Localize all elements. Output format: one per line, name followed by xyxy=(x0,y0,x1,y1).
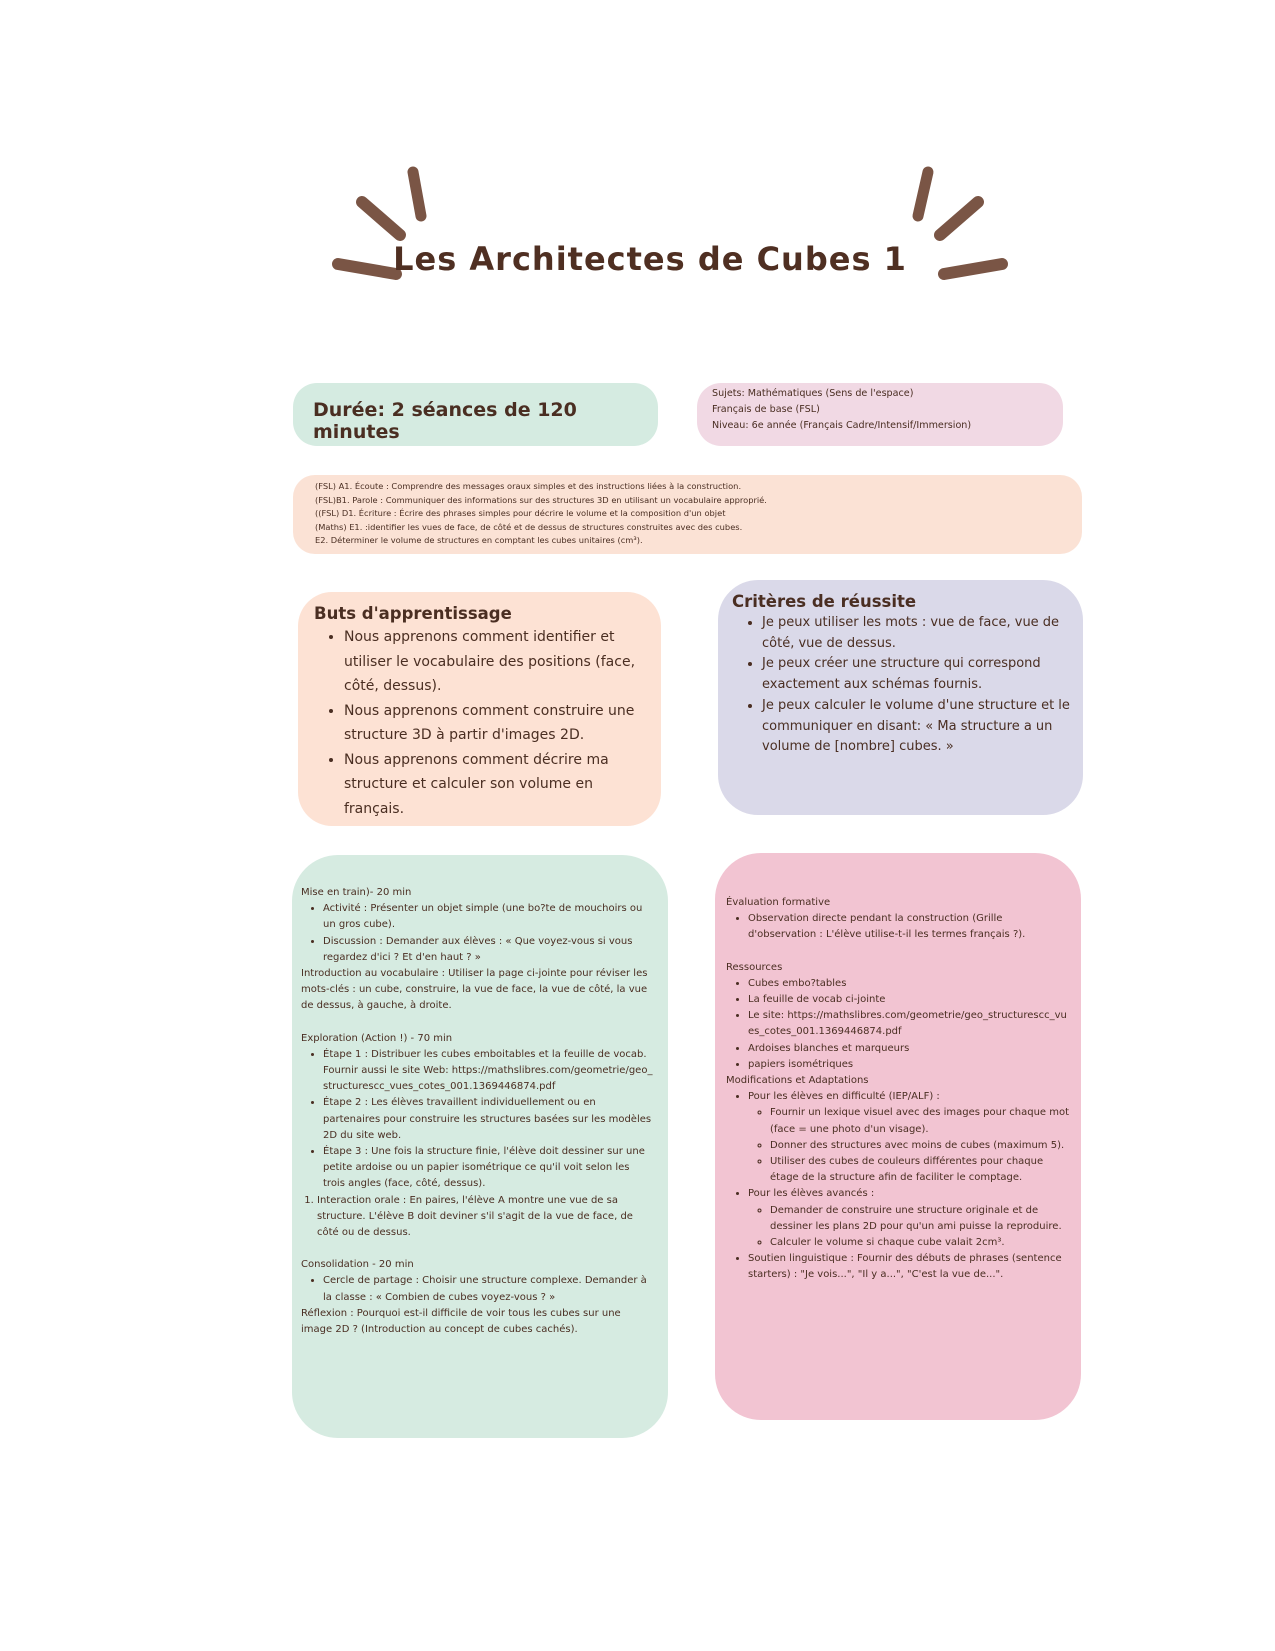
list-item: • Nous apprenons comment identifier et utiliser le vocabulaire des positions (face, côté, dessus). xyxy=(344,625,661,699)
section-heading-exploration: Exploration (Action !) - 70 min xyxy=(301,1032,453,1044)
list-item: • Étape 3 : Une fois la structure finie, l'élève doit dessiner sur une petite ardoise ou un papier isométrique ce qu'il voit selon les trois angles (face, côté, dessus). xyxy=(323,1144,654,1193)
mise-en-train-list xyxy=(301,901,654,966)
exploration-list xyxy=(301,1047,654,1193)
expectation-line: (FSL) A1. Écoute : Comprendre des messages oraux simples et des instructions liées à la construction. xyxy=(315,481,742,491)
subject-line: Français de base (FSL) xyxy=(712,404,820,415)
list-item: • Je peux utiliser les mots : vue de face, vue de côté, vue de dessus. xyxy=(762,613,1083,654)
advanced-label: Pour les élèves avancés : xyxy=(748,1188,875,1200)
assessment-resources-card xyxy=(715,853,1081,1420)
exploration-ordered-list xyxy=(301,1193,654,1242)
learning-goals-title: Buts d'apprentissage xyxy=(314,604,512,623)
section-heading-consolidation: Consolidation - 20 min xyxy=(301,1259,414,1271)
subject-line: Niveau: 6e année (Français Cadre/Intensif/Immersion) xyxy=(712,420,972,431)
difficulty-label: Pour les élèves en difficulté (IEP/ALF) : xyxy=(748,1091,940,1103)
list-item xyxy=(748,1186,1073,1251)
expectation-line: ((FSL) D1. Écriture : Écrire des phrases simples pour décrire le volume et la composition d'un objet xyxy=(315,508,726,519)
list-item: • Je peux créer une structure qui correspond exactement aux schémas fournis. xyxy=(762,654,1083,695)
success-criteria-list xyxy=(732,613,1083,758)
list-item xyxy=(748,1089,1073,1186)
list-item: • La feuille de vocab ci-jointe xyxy=(748,992,1073,1008)
lesson-sequence-card xyxy=(292,855,668,1438)
list-item: • Activité : Présenter un objet simple (une bo?te de mouchoirs ou un gros cube). xyxy=(323,901,654,933)
learning-goals-card xyxy=(298,592,661,826)
curriculum-expectations-card xyxy=(293,475,1082,554)
modifications-list xyxy=(726,1089,1073,1283)
duration-text: Durée: 2 séances de 120 minutes xyxy=(313,399,577,443)
list-item: • Cubes embo?tables xyxy=(748,976,1073,992)
learning-goals-list xyxy=(314,625,661,821)
advanced-sublist xyxy=(748,1203,1073,1252)
list-item: • Cercle de partage : Choisir une structure complexe. Demander à la classe : « Combien de cubes voyez-vous ? » xyxy=(323,1273,654,1305)
list-item: • Nous apprenons comment construire une structure 3D à partir d'images 2D. xyxy=(344,699,661,748)
section-heading-resources: Ressources xyxy=(726,961,783,973)
consolidation-list xyxy=(301,1273,654,1305)
duration-card xyxy=(293,383,658,446)
difficulty-sublist xyxy=(748,1105,1073,1186)
list-item: ◦ Donner des structures avec moins de cubes (maximum 5). xyxy=(770,1138,1073,1154)
section-heading-modifications: Modifications et Adaptations xyxy=(726,1075,869,1087)
list-item: • Ardoises blanches et marqueurs xyxy=(748,1041,1073,1057)
expectation-line: (FSL)B1. Parole : Communiquer des informations sur des structures 3D en utilisant un vocabulaire approprié. xyxy=(315,494,767,505)
list-item: ◦ Calculer le volume si chaque cube valait 2cm³. xyxy=(770,1235,1073,1251)
decorative-rays-icon xyxy=(0,0,1275,340)
evaluation-list xyxy=(726,911,1073,943)
list-item: • Observation directe pendant la construction (Grille d'observation : L'élève utilise-t-il les termes français ?). xyxy=(748,911,1073,943)
expectation-line: E2. Déterminer le volume de structures en comptant les cubes unitaires (cm³). xyxy=(315,535,643,546)
list-item: • Le site: https://mathslibres.com/geometrie/geo_structurescc_vues_cotes_001.1369446874.pdf xyxy=(748,1008,1073,1040)
list-item: ◦ Demander de construire une structure originale et de dessiner les plans 2D pour qu'un ami puisse la reproduire. xyxy=(770,1203,1073,1235)
list-item: • Je peux calculer le volume d'une structure et le communiquer en disant: « Ma structure a un volume de [nombre] cubes. » xyxy=(762,696,1083,758)
success-criteria-card xyxy=(718,580,1083,815)
success-criteria-title: Critères de réussite xyxy=(732,592,917,611)
vocabulary-intro: Introduction au vocabulaire : Utiliser la page ci-jointe pour réviser les mots-clés : un cube, construire, la vue de face, la vue de côté, la vue de dessus, à gauche, à droite. xyxy=(301,968,648,1012)
list-item: • Étape 1 : Distribuer les cubes emboitables et la feuille de vocab. Fournir aussi le site Web: https://mathslibres.com/geometrie/geo_structurescc_vues_cotes_001.1369446874.pdf xyxy=(323,1047,654,1096)
page-title: Les Architectes de Cubes 1 xyxy=(393,240,907,278)
list-item: ◦ Utiliser des cubes de couleurs différentes pour chaque étage de la structure afin de faciliter le comptage. xyxy=(770,1154,1073,1186)
list-item: • papiers isométriques xyxy=(748,1057,1073,1073)
list-item: ◦ Fournir un lexique visuel avec des images pour chaque mot (face = une photo d'un visage). xyxy=(770,1105,1073,1137)
expectation-line: (Maths) E1. :identifier les vues de face, de côté et de dessus de structures construites avec des cubes. xyxy=(315,521,743,532)
list-item: • Soutien linguistique : Fournir des débuts de phrases (sentence starters) : "Je vois...", "Il y a...", "C'est la vue de...". xyxy=(748,1251,1073,1283)
section-heading-mise-en-train: Mise en train)- 20 min xyxy=(301,887,412,898)
list-item: 1. Interaction orale : En paires, l'élève A montre une vue de sa structure. L'élève B doit deviner s'il s'agit de la vue de face, de côté ou de dessus. xyxy=(317,1193,654,1242)
section-heading-evaluation: Évaluation formative xyxy=(726,897,831,908)
list-item: • Discussion : Demander aux élèves : « Que voyez-vous si vous regardez d'ici ? Et d'en haut ? » xyxy=(323,934,654,966)
list-item: • Étape 2 : Les élèves travaillent individuellement ou en partenaires pour construire les structures basées sur les modèles 2D du site web. xyxy=(323,1095,654,1144)
list-item: • Nous apprenons comment décrire ma structure et calculer son volume en français. xyxy=(344,748,661,822)
subject-line: Sujets: Mathématiques (Sens de l'espace) xyxy=(712,388,914,399)
resources-list xyxy=(726,976,1073,1073)
subjects-card xyxy=(697,383,1063,446)
reflection-text: Réflexion : Pourquoi est-il difficile de voir tous les cubes sur une image 2D ? (Introduction au concept de cubes cachés). xyxy=(301,1307,621,1336)
